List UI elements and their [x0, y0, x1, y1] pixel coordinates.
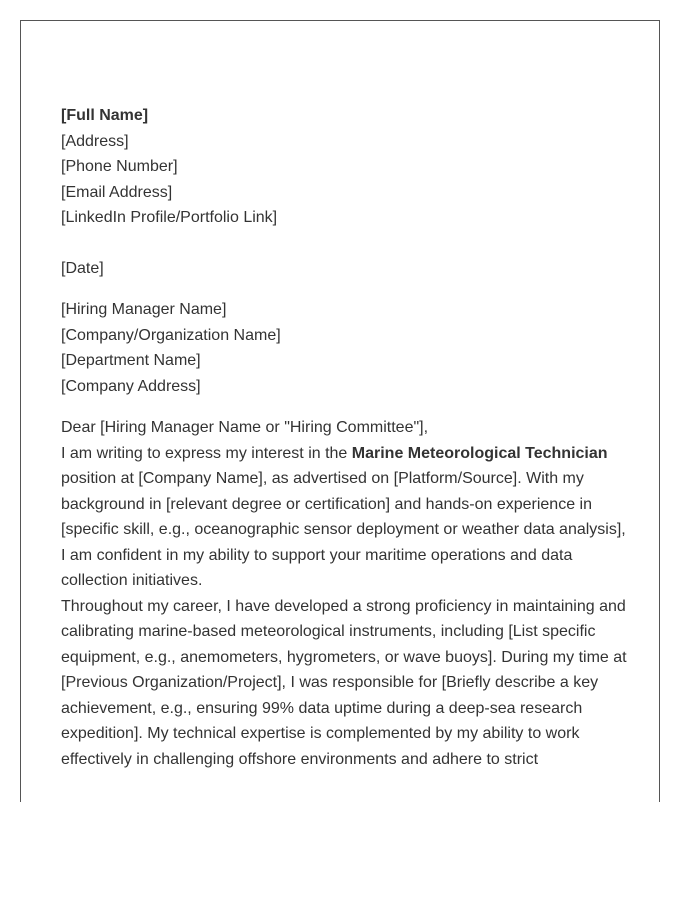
letter-page [20, 20, 660, 802]
recipient-block [61, 297, 631, 399]
sender-full-name: [Full Name] [61, 107, 149, 124]
paragraph-1-intro: I am writing to express my interest in the [61, 444, 352, 462]
recipient-company: [Company/Organization Name] [61, 326, 281, 344]
sender-email: [Email Address] [61, 183, 173, 201]
sender-address: [Address] [61, 132, 129, 150]
salutation-block [61, 415, 631, 441]
position-title: Marine Meteorological Technician [351, 444, 608, 462]
sender-block [61, 103, 631, 231]
letter-content [61, 103, 631, 772]
salutation: Dear [Hiring Manager Name or "Hiring Committee"], [61, 419, 429, 436]
letter-date: [Date] [61, 259, 104, 277]
sender-linkedin: [LinkedIn Profile/Portfolio Link] [61, 209, 278, 226]
recipient-manager: [Hiring Manager Name] [61, 301, 227, 318]
date-block [61, 256, 631, 282]
recipient-department: [Department Name] [61, 352, 201, 369]
recipient-address: [Company Address] [61, 377, 201, 395]
sender-phone: [Phone Number] [61, 158, 178, 175]
body-paragraph-2: Throughout my career, I have developed a strong proficiency in maintaining and calibrating marine-based meteorological instruments, including [List specific equipment, e.g., anemometers, hygrometers, or wave buoys]. During my time at [Previous Organization/Project], I was responsible for [Briefly describe a key achievement, e.g., ensuring 99% data uptime during a deep-sea research expedition]. My technical expertise is complemented by my ability to work effectively in challenging offshore environments and adhere to strict [61, 597, 627, 768]
body-paragraph-1 [61, 441, 631, 594]
paragraph-1-rest: position at [Company Name], as advertised on [Platform/Source]. With my background in [relevant degree or certification] and hands-on experience in [specific skill, e.g., oceanographic sensor deployment or weather data analysis], I am confident in my ability to support your maritime operations and data collection initiatives. [61, 470, 626, 589]
